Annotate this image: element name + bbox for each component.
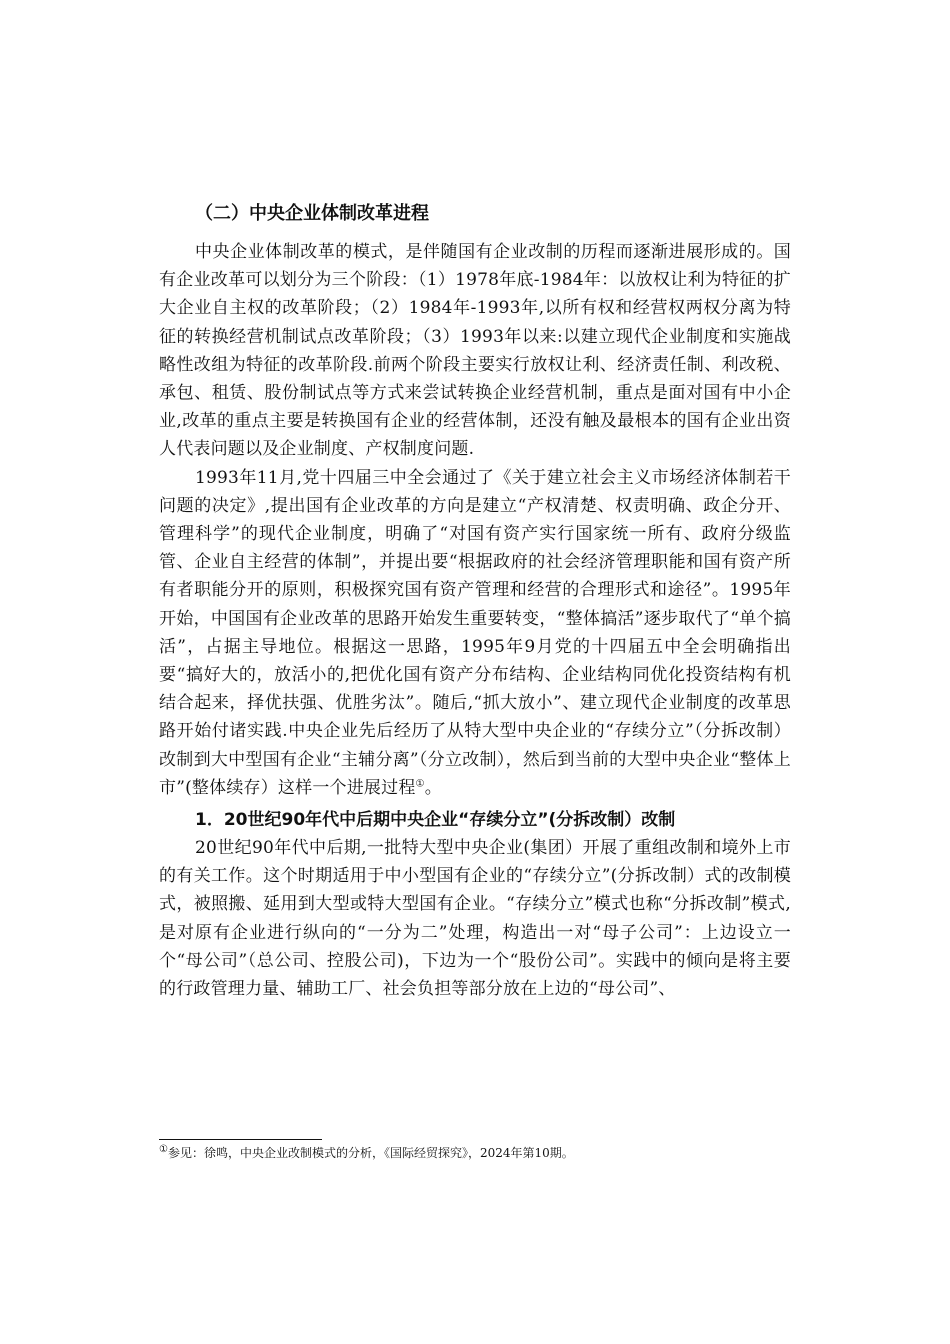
footnote-divider <box>159 1139 322 1140</box>
paragraph-2: 1993年11月,党十四届三中全会通过了《关于建立社会主义市场经济体制若干问题的决定》,提出国有企业改革的方向是建立“产权清楚、权责明确、政企分开、管理科学”的现代企业制度，明确了“对国有资产实行国家统一所有、政府分级监管、企业自主经营的体制”，并提出要“根据政府的社会经济管理职能和国有资产所有者职能分开的原则，积极探究国有资产管理和经营的合理形式和途径”。1995年开始，中国国有企业改革的思路开始发生重要转变，“整体搞活”逐步取代了“单个搞活”，占据主导地位。根据这一思路，1995年9月党的十四届五中全会明确指出要“搞好大的，放活小的,把优化国有资产分布结构、企业结构同优化投资结构有机结合起来，择优扶强、优胜劣汰”。随后,“抓大放小”、建立现代企业制度的改革思路开始付诸实践.中央企业先后经历了从特大型中央企业的“存续分立”（分拆改制）改制到大中型国有企业“主辅分离”（分立改制），然后到当前的大型中央企业“整体上市”(整体续存）这样一个进展过程①。 <box>159 467 791 798</box>
paragraph-1: 中央企业体制改革的模式，是伴随国有企业改制的历程而逐渐进展形成的。国有企业改革可以划分为三个阶段：（1）1978年底-1984年：以放权让利为特征的扩大企业自主权的改革阶段；（2）1984年-1993年,以所有权和经营权两权分离为特征的转换经营机制试点改革阶段；（3）1993年以来:以建立现代企业制度和实施战略性改组为特征的改革阶段.前两个阶段主要实行放权让利、经济责任制、利改税、承包、租赁、股份制试点等方式来尝试转换企业经营机制，重点是面对国有中小企业,改革的重点主要是转换国有企业的经营体制，还没有触及最根本的国有企业出资人代表问题以及企业制度、产权制度问题. <box>159 242 791 460</box>
paragraph-2-text: 1993年11月,党十四届三中全会通过了《关于建立社会主义市场经济体制若干问题的决定》,提出国有企业改革的方向是建立“产权清楚、权责明确、政企分开、管理科学”的现代企业制度，明确了“对国有资产实行国家统一所有、政府分级监管、企业自主经营的体制”，并提出要“根据政府的社会经济管理职能和国有资产所有者职能分开的原则，积极探究国有资产管理和经营的合理形式和途径”。1995年开始，中国国有企业改革的思路开始发生重要转变，“整体搞活”逐步取代了“单个搞活”，占据主导地位。根据这一思路，1995年9月党的十四届五中全会明确指出要“搞好大的，放活小的,把优化国有资产分布结构、企业结构同优化投资结构有机结合起来，择优扶强、优胜劣汰”。随后,“抓大放小”、建立现代企业制度的改革思路开始付诸实践.中央企业先后经历了从特大型中央企业的“存续分立”（分拆改制）改制到大中型国有企业“主辅分离”（分立改制），然后到当前的大型中央企业“整体上市”(整体续存）这样一个进展过程 <box>159 467 791 798</box>
section-heading: （二）中央企业体制改革进程 <box>195 203 429 224</box>
footnote-marker: ① <box>159 1144 168 1155</box>
body-text <box>159 200 791 1003</box>
paragraph-3: 20世纪90年代中后期,一批特大型中央企业(集团）开展了重组改制和境外上市的有关工作。这个时期适用于中小型国有企业的“存续分立”(分拆改制）式的改制模式，被照搬、延用到大型或特大型国有企业。“存续分立”模式也称“分拆改制”模式,是对原有企业进行纵向的“一分为二”处理，构造出一对“母子公司”：上边设立一个“母公司”（总公司、控股公司)，下边为一个“股份公司”。实践中的倾向是将主要的行政管理力量、辅助工厂、社会负担等部分放在上边的“母公司”、 <box>159 838 791 1000</box>
footnote-text: 参见：徐鸣，中央企业改制模式的分析，《国际经贸探究》，2024年第10期。 <box>167 1146 574 1160</box>
footnote <box>159 1144 791 1162</box>
sub-heading: 1．20世纪90年代中后期中央企业“存续分立”(分拆改制）改制 <box>195 810 676 831</box>
footnote-reference[interactable]: ① <box>415 778 425 790</box>
